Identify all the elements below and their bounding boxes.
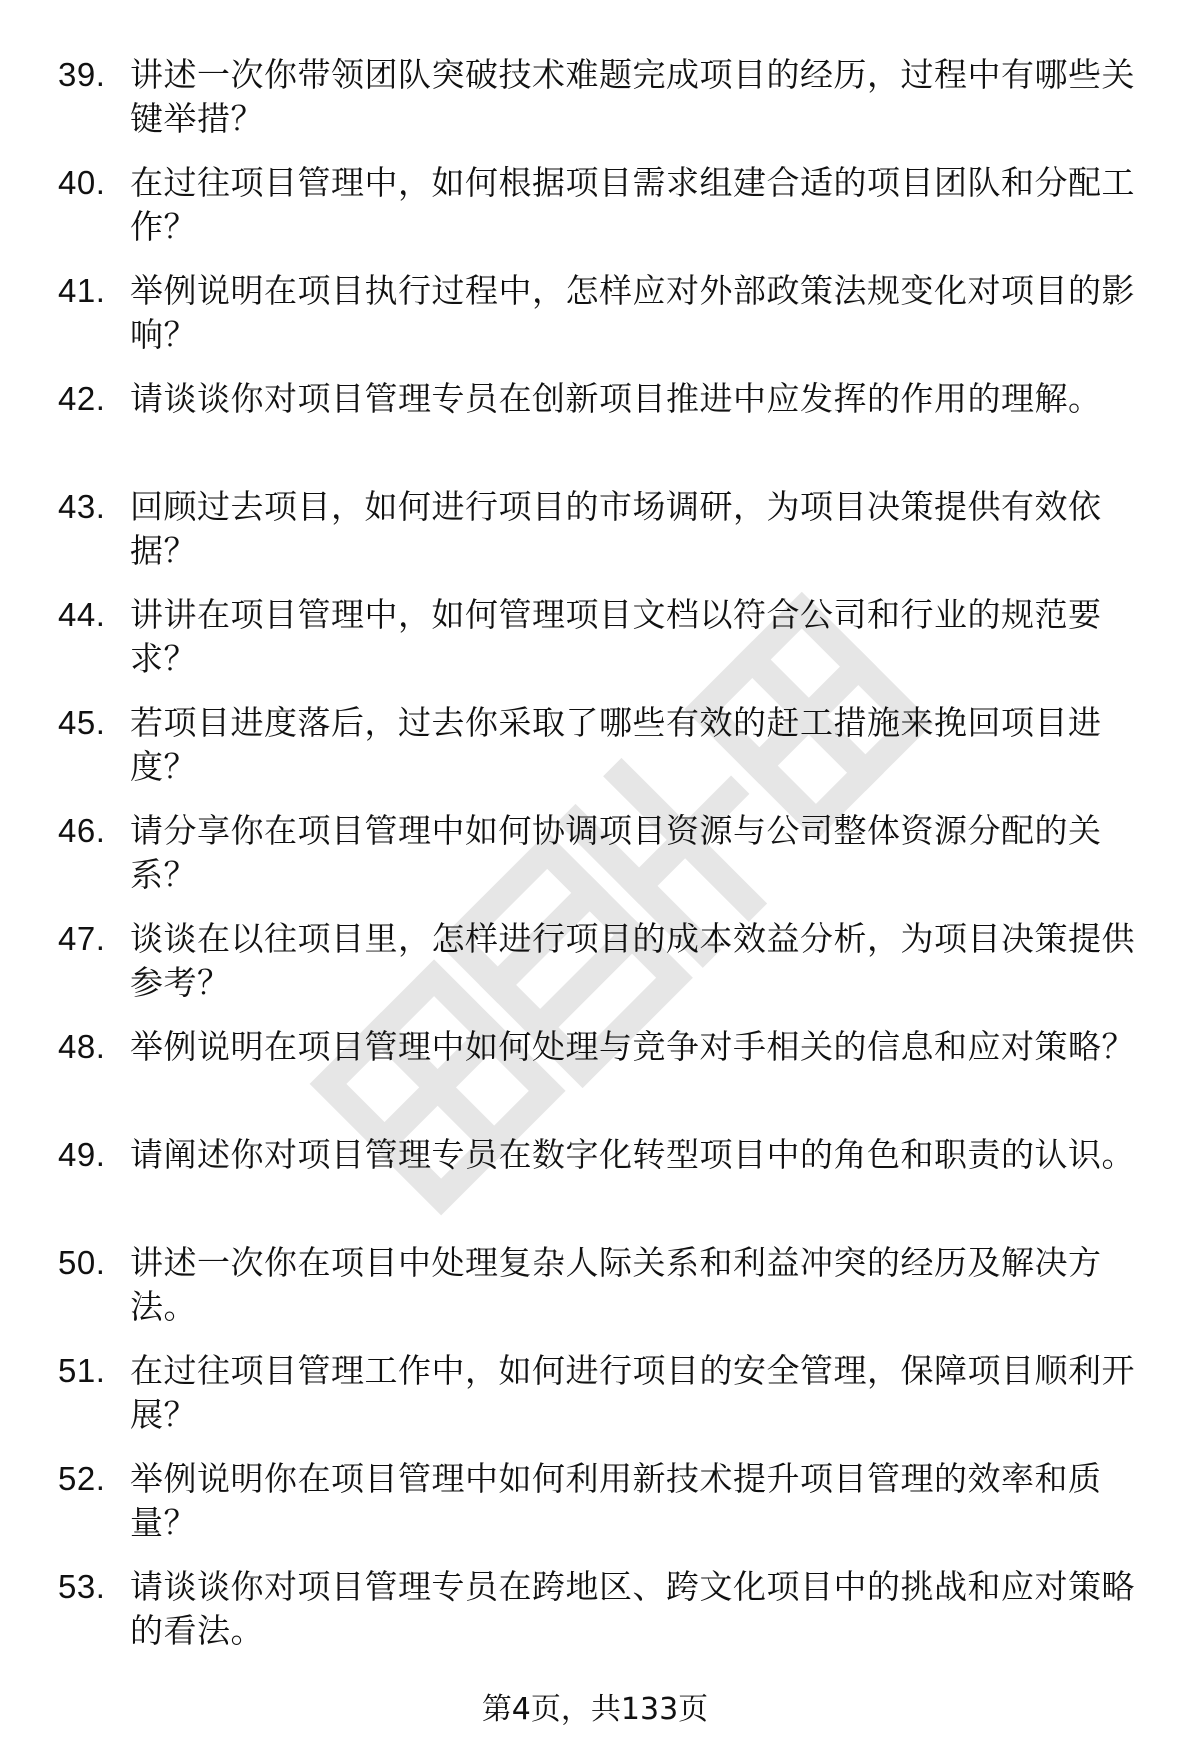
question-text: 回顾过去项目，如何进行项目的市场调研，为项目决策提供有效依据？ [130, 487, 1102, 570]
question-number: 50. [58, 1244, 106, 1281]
question-text: 请谈谈你对项目管理专员在跨地区、跨文化项目中的挑战和应对策略的看法。 [130, 1567, 1135, 1650]
question-number: 46. [58, 812, 106, 849]
question-number: 43. [58, 488, 106, 525]
question-number: 44. [58, 596, 106, 633]
question-number: 47. [58, 920, 106, 957]
question-text: 举例说明你在项目管理中如何利用新技术提升项目管理的效率和质量？ [130, 1459, 1102, 1542]
list-item [58, 701, 1148, 789]
list-item [58, 917, 1148, 1005]
question-text: 讲讲在项目管理中，如何管理项目文档以符合公司和行业的规范要求？ [130, 595, 1102, 678]
question-text: 在过往项目管理工作中，如何进行项目的安全管理，保障项目顺利开展？ [130, 1351, 1135, 1434]
list-item [58, 1025, 1148, 1113]
list-item [58, 1565, 1148, 1653]
question-number: 40. [58, 164, 106, 201]
question-text: 谈谈在以往项目里，怎样进行项目的成本效益分析，为项目决策提供参考？ [130, 919, 1135, 1002]
list-item [58, 53, 1148, 141]
list-item [58, 1457, 1148, 1545]
list-item [58, 1133, 1148, 1221]
question-number: 51. [58, 1352, 106, 1389]
question-number: 39. [58, 56, 106, 93]
page-footer: 第4页，共133页 [481, 1692, 709, 1727]
question-text: 在过往项目管理中，如何根据项目需求组建合适的项目团队和分配工作？ [130, 163, 1135, 246]
question-number: 52. [58, 1460, 106, 1497]
list-item [58, 809, 1148, 897]
question-text: 请阐述你对项目管理专员在数字化转型项目中的角色和职责的认识。 [130, 1135, 1135, 1174]
question-number: 41. [58, 272, 106, 309]
question-list [58, 53, 1148, 1673]
question-number: 53. [58, 1568, 106, 1605]
question-number: 45. [58, 704, 106, 741]
list-item [58, 269, 1148, 357]
list-item [58, 1241, 1148, 1329]
list-item [58, 1349, 1148, 1437]
question-number: 42. [58, 380, 106, 417]
question-text: 请分享你在项目管理中如何协调项目资源与公司整体资源分配的关系？ [130, 811, 1102, 894]
list-item [58, 377, 1148, 465]
question-text: 讲述一次你在项目中处理复杂人际关系和利益冲突的经历及解决方法。 [130, 1243, 1102, 1326]
list-item [58, 485, 1148, 573]
question-text: 举例说明在项目管理中如何处理与竞争对手相关的信息和应对策略？ [130, 1027, 1135, 1066]
list-item [58, 161, 1148, 249]
question-text: 若项目进度落后，过去你采取了哪些有效的赶工措施来挽回项目进度？ [130, 703, 1102, 786]
question-text: 请谈谈你对项目管理专员在创新项目推进中应发挥的作用的理解。 [130, 379, 1102, 418]
question-number: 49. [58, 1136, 106, 1173]
question-text: 讲述一次你带领团队突破技术难题完成项目的经历，过程中有哪些关键举措？ [130, 55, 1135, 138]
question-number: 48. [58, 1028, 106, 1065]
list-item [58, 593, 1148, 681]
question-text: 举例说明在项目执行过程中，怎样应对外部政策法规变化对项目的影响？ [130, 271, 1135, 354]
